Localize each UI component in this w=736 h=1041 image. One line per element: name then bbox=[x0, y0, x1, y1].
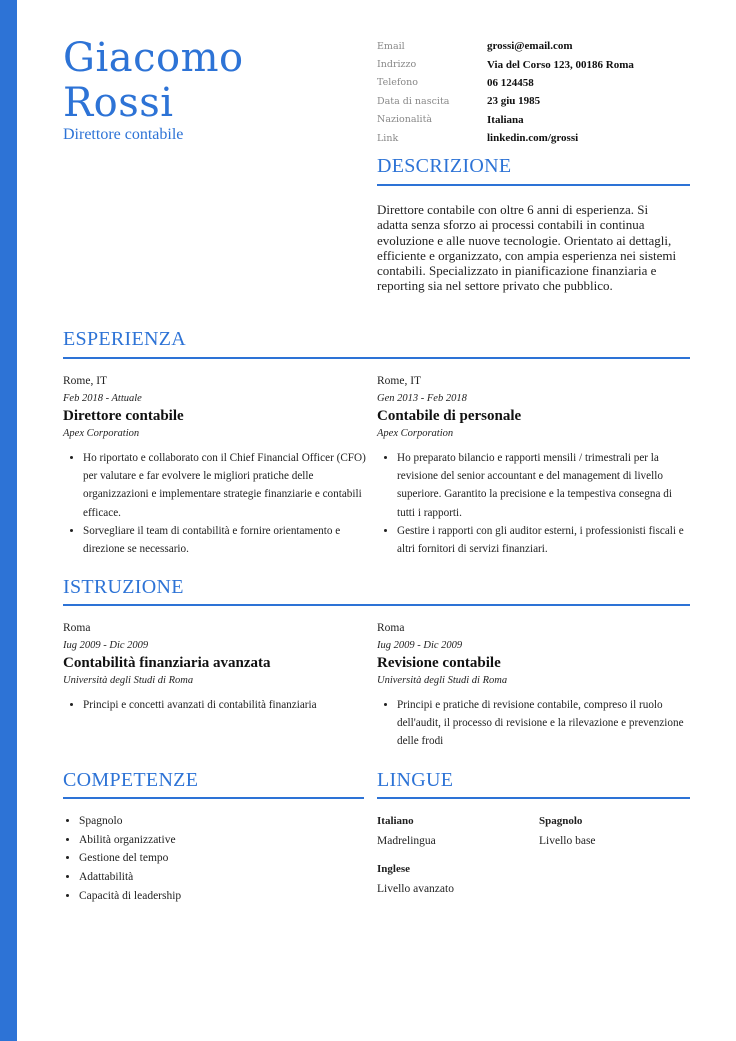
list-item: • Adattabilità bbox=[79, 868, 181, 887]
contact-label: Nazionalità bbox=[377, 114, 433, 126]
experience-item bbox=[377, 373, 690, 558]
contact-value: 23 giu 1985 bbox=[487, 95, 541, 108]
list-item: • Gestione del tempo bbox=[79, 849, 181, 868]
first-name: Giacomo bbox=[63, 35, 244, 81]
contact-label: Data di nascita bbox=[377, 95, 450, 107]
job-company: Apex Corporation bbox=[63, 428, 140, 439]
list-item: • Sorvegliare il team di contabilità e fornire orientamento e direzione se necessario. bbox=[83, 522, 368, 558]
job-role: Direttore contabile bbox=[63, 126, 184, 143]
course-title: Revisione contabile bbox=[377, 655, 501, 671]
job-location: Rome, IT bbox=[377, 375, 422, 387]
contact-value: Italiana bbox=[487, 113, 524, 126]
contact-row-email bbox=[377, 37, 634, 55]
study-dates: Iug 2009 - Dic 2009 bbox=[377, 640, 463, 651]
education-rule bbox=[63, 604, 690, 606]
list-item: • Abilità organizzative bbox=[79, 831, 181, 850]
description-heading: DESCRIZIONE bbox=[377, 155, 512, 177]
course-title: Contabilità finanziaria avanzata bbox=[63, 655, 271, 671]
job-title: Direttore contabile bbox=[63, 408, 184, 424]
language-item bbox=[539, 813, 596, 849]
study-dates: Iug 2009 - Dic 2009 bbox=[63, 640, 149, 651]
education-item bbox=[63, 620, 368, 714]
skills-heading: COMPETENZE bbox=[63, 769, 199, 791]
school-location: Roma bbox=[63, 622, 91, 634]
experience-rule bbox=[63, 357, 690, 359]
contact-value: 06 124458 bbox=[487, 76, 534, 89]
skills-list bbox=[63, 812, 181, 906]
list-item: • Principi e concetti avanzati di contabilità finanziaria bbox=[83, 696, 368, 714]
experience-heading: ESPERIENZA bbox=[63, 328, 186, 350]
contact-value: Via del Corso 123, 00186 Roma bbox=[487, 58, 634, 71]
contact-row-link bbox=[377, 129, 634, 147]
school-location: Roma bbox=[377, 622, 405, 634]
course-bullets bbox=[377, 696, 690, 751]
job-dates: Feb 2018 - Attuale bbox=[63, 393, 142, 404]
language-name: Italiano bbox=[377, 815, 414, 827]
job-company: Apex Corporation bbox=[377, 428, 454, 439]
language-item bbox=[377, 861, 454, 897]
language-name: Spagnolo bbox=[539, 815, 583, 827]
job-location: Rome, IT bbox=[63, 375, 108, 387]
job-bullets bbox=[63, 449, 368, 558]
list-item: • Ho preparato bilancio e rapporti mensili / trimestrali per la revisione del senior accountant e del management di livello superiore. Garantito la precisione e la tempestiva consegna di tutti i rapporti. bbox=[397, 449, 690, 522]
course-bullets bbox=[63, 696, 368, 714]
list-item: • Spagnolo bbox=[79, 812, 181, 831]
language-level: Livello avanzato bbox=[377, 883, 454, 895]
language-level: Livello base bbox=[539, 835, 596, 847]
contact-row-address bbox=[377, 55, 634, 73]
school-name: Università degli Studi di Roma bbox=[63, 675, 194, 686]
contact-row-phone bbox=[377, 74, 634, 92]
list-item: • Principi e pratiche di revisione contabile, compreso il ruolo dell'audit, il processo di revisione e la rilevazione e prevenzione delle frodi bbox=[397, 696, 690, 751]
skills-rule bbox=[63, 797, 364, 799]
contact-value: grossi@email.com bbox=[487, 40, 573, 53]
job-bullets bbox=[377, 449, 690, 558]
education-item bbox=[377, 620, 690, 751]
contact-label: Email bbox=[377, 40, 405, 52]
education-heading: ISTRUZIONE bbox=[63, 576, 184, 598]
description-rule bbox=[377, 184, 690, 186]
contact-label: Indrizzo bbox=[377, 59, 417, 71]
candidate-name bbox=[63, 36, 244, 126]
language-name: Inglese bbox=[377, 863, 410, 875]
language-item bbox=[377, 813, 436, 849]
school-name: Università degli Studi di Roma bbox=[377, 675, 508, 686]
contact-label: Link bbox=[377, 132, 399, 144]
last-name: Rossi bbox=[63, 80, 174, 126]
languages-rule bbox=[377, 797, 690, 799]
list-item: • Gestire i rapporti con gli auditor esterni, i professionisti fiscali e altri fornitori di servizi finanziari. bbox=[397, 522, 690, 558]
contact-label: Telefono bbox=[377, 77, 418, 89]
contact-info bbox=[377, 37, 634, 147]
list-item: • Ho riportato e collaborato con il Chief Financial Officer (CFO) per valutare e far evolvere le migliori pratiche delle organizzazioni e implementare strategie finanziarie e contabili efficace. bbox=[83, 449, 368, 522]
description-text: Direttore contabile con oltre 6 anni di esperienza. Si adatta senza sforzo ai processi contabili in continua evoluzione e alle nuove tecnologie. Orientato ai dettagli, efficiente e organizzato, con ampia esperienza nei sistemi contabili. Specializzato in pianificazione finanziaria e reporting sia nel settore privato che pubblico. bbox=[377, 202, 677, 294]
languages-heading: LINGUE bbox=[377, 769, 454, 791]
job-dates: Gen 2013 - Feb 2018 bbox=[377, 393, 467, 404]
job-title: Contabile di personale bbox=[377, 408, 522, 424]
contact-row-nationality bbox=[377, 111, 634, 129]
language-level: Madrelingua bbox=[377, 835, 436, 847]
accent-sidebar bbox=[0, 0, 17, 1041]
contact-value: linkedin.com/grossi bbox=[487, 132, 579, 145]
experience-item bbox=[63, 373, 368, 558]
list-item: • Capacità di leadership bbox=[79, 887, 181, 906]
contact-row-birthdate bbox=[377, 92, 634, 110]
